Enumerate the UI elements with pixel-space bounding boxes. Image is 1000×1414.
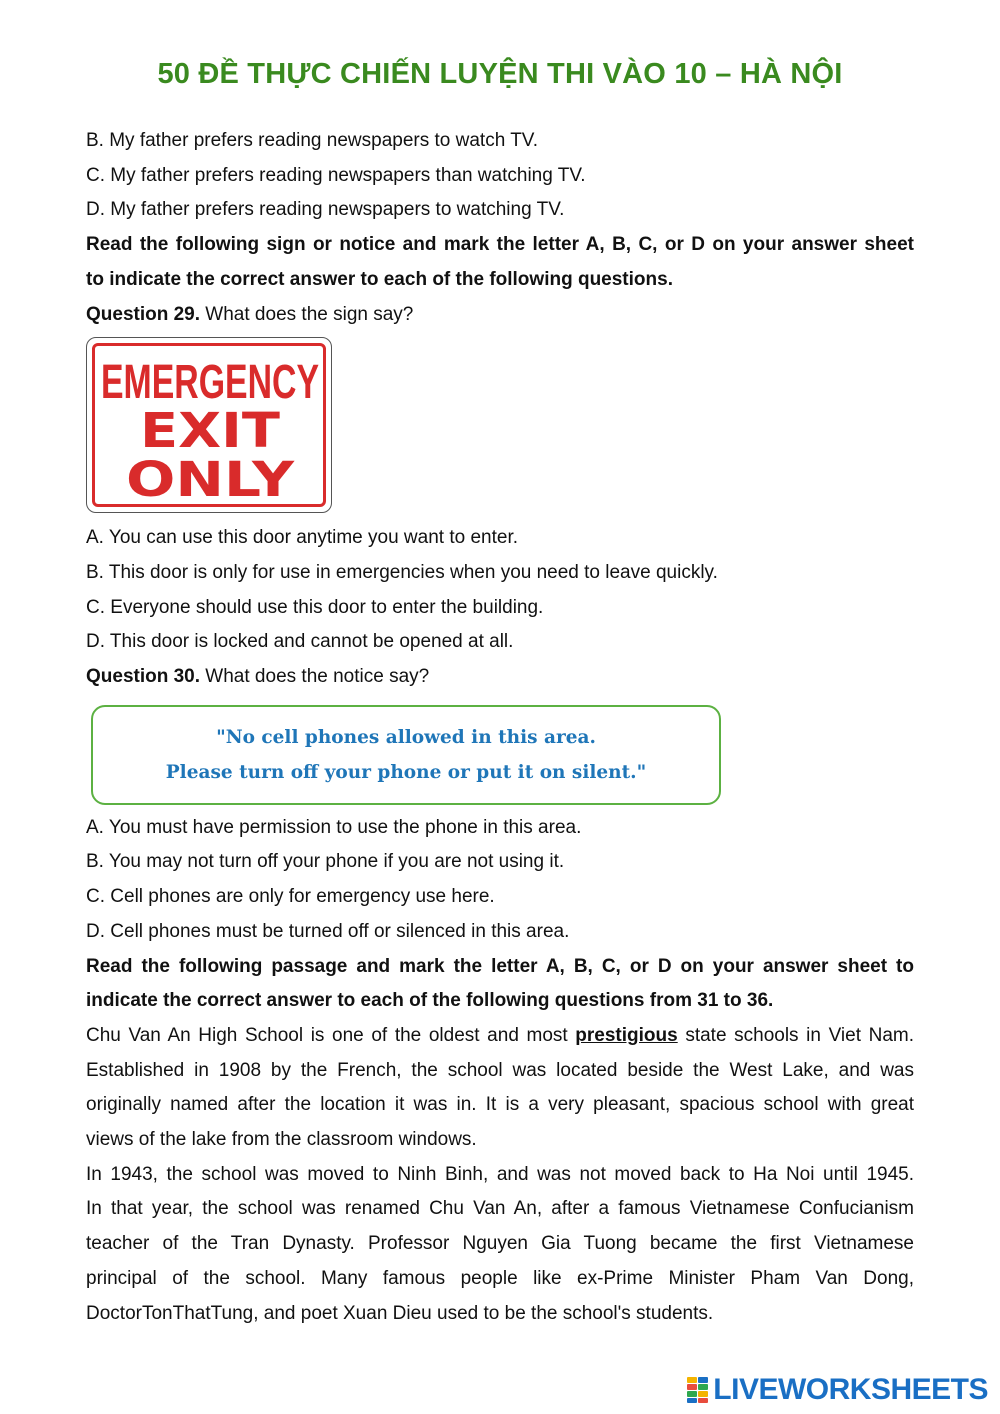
q30-option-c: C. Cell phones are only for emergency use here. <box>86 886 495 908</box>
q30-option-a: A. You must have permission to use the phone in this area. <box>86 816 582 838</box>
liveworksheets-logo <box>687 1372 988 1408</box>
question-30-label: Question 30. <box>86 666 201 688</box>
question-29-label: Question 29. <box>86 303 201 325</box>
passage-p1-before: Chu Van An High School is one of the oldest and most <box>86 1024 576 1046</box>
signs-instruction-line1: Read the following sign or notice and mark the letter A, B, C, or D on your answer sheet <box>86 234 914 256</box>
worksheet-content <box>86 124 914 1331</box>
q28-option-d: D. My father prefers reading newspapers to watching TV. <box>86 199 565 221</box>
sign-line-only: ONLY <box>126 452 296 509</box>
q30-option-d: D. Cell phones must be turned off or silenced in this area. <box>86 920 570 942</box>
no-phones-notice <box>91 705 721 805</box>
passage-p2-line3: teacher of the Tran Dynasty. Professor Nguyen Gia Tuong became the first Vietnamese <box>86 1233 914 1255</box>
notice-line1: "No cell phones allowed in this area. <box>216 726 596 748</box>
passage-p1-line2: Established in 1908 by the French, the school was located beside the West Lake, and was <box>86 1059 914 1081</box>
q28-option-c: C. My father prefers reading newspapers than watching TV. <box>86 164 586 186</box>
passage-p2-line5: DoctorTonThatTung, and poet Xuan Dieu used to be the school's students. <box>86 1302 714 1324</box>
liveworksheets-logo-icon <box>687 1377 711 1403</box>
sign-line-exit: EXIT <box>140 403 281 460</box>
passage-p1-line3: originally named after the location it was in. It is a very pleasant, spacious school with great <box>86 1094 914 1116</box>
question-29-text: What does the sign say? <box>200 303 414 325</box>
question-29 <box>86 298 914 333</box>
q29-option-a: A. You can use this door anytime you want to enter. <box>86 527 518 549</box>
passage-instruction-line2: indicate the correct answer to each of the following questions from 31 to 36. <box>86 990 774 1012</box>
signs-instruction-line2: to indicate the correct answer to each of the following questions. <box>86 268 673 290</box>
q28-option-b: B. My father prefers reading newspapers to watch TV. <box>86 130 539 151</box>
passage-p1-line4: views of the lake from the classroom windows. <box>86 1129 477 1151</box>
passage-instruction-line1: Read the following passage and mark the letter A, B, C, or D on your answer sheet to <box>86 955 914 977</box>
passage-p2-line4: principal of the school. Many famous people like ex-Prime Minister Pham Van Dong, <box>86 1267 914 1289</box>
emergency-exit-sign <box>86 337 332 513</box>
notice-line2: Please turn off your phone or put it on silent." <box>165 761 647 783</box>
page-title: 50 ĐỀ THỰC CHIẾN LUYỆN THI VÀO 10 – HÀ NỘI <box>157 58 843 90</box>
passage-p2-line1: In 1943, the school was moved to Ninh Binh, and was not moved back to Ha Noi until 1945. <box>86 1163 914 1185</box>
sign-red-frame <box>92 343 326 507</box>
passage-keyword-prestigious: prestigious <box>575 1024 678 1046</box>
passage-p2-line2: In that year, the school was renamed Chu Van An, after a famous Vietnamese Confucianism <box>86 1198 914 1220</box>
q30-option-b: B. You may not turn off your phone if you are not using it. <box>86 851 565 873</box>
sign-line-emergency: EMERGENCY <box>101 356 319 410</box>
passage-p1-line1 <box>86 1019 914 1054</box>
q29-option-b: B. This door is only for use in emergencies when you need to leave quickly. <box>86 561 718 583</box>
question-30 <box>86 660 914 695</box>
passage-p1-after: state schools in Viet Nam. <box>677 1024 914 1046</box>
q29-option-c: C. Everyone should use this door to enter the building. <box>86 596 544 618</box>
question-30-text: What does the notice say? <box>200 666 430 688</box>
liveworksheets-logo-text: LIVEWORKSHEETS <box>713 1373 988 1406</box>
q29-option-d: D. This door is locked and cannot be opened at all. <box>86 631 514 653</box>
